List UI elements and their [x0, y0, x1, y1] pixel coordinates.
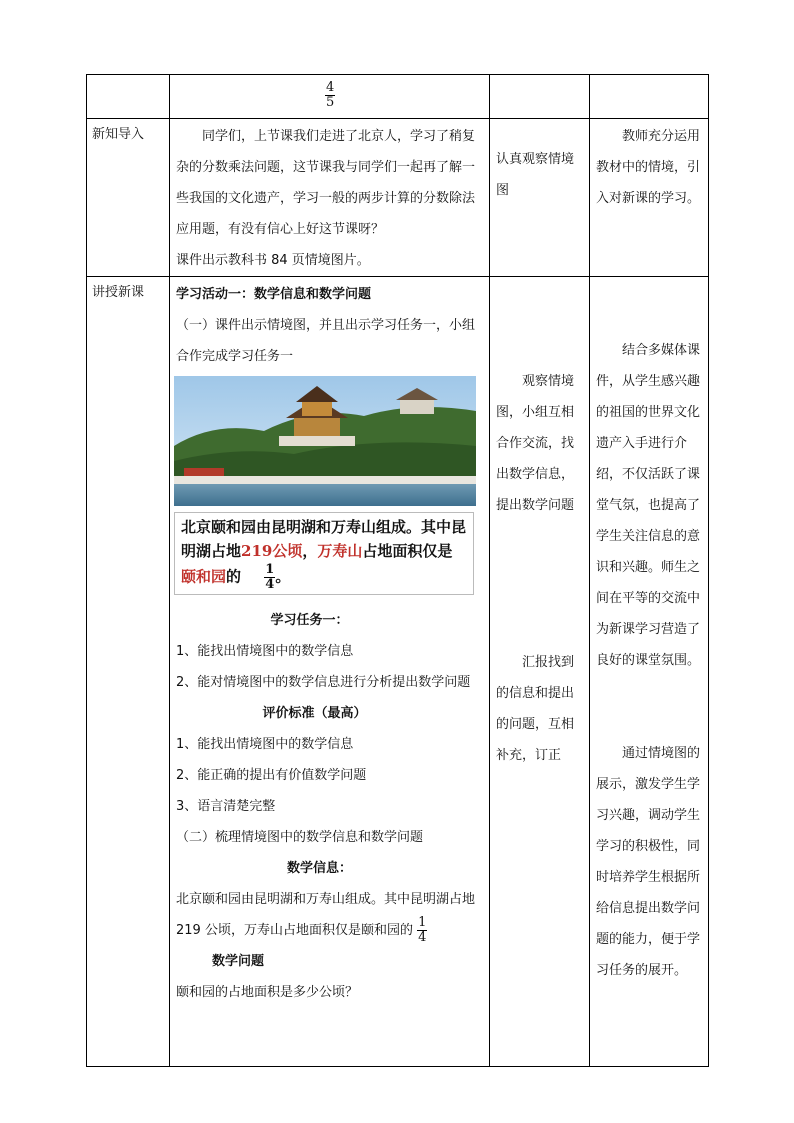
- task-title: 学习任务一：: [270, 613, 349, 628]
- intent-cell: [590, 277, 709, 1067]
- criteria-item: 1、能找出情境图中的数学信息: [176, 737, 354, 752]
- row-label-intro: 新知导入: [92, 127, 145, 142]
- empty-cell: [490, 75, 590, 119]
- quote-highlight-area: 219公顷: [241, 542, 303, 560]
- student-activity-intro: 认真观察情境图: [496, 152, 575, 198]
- intro-paragraph: 同学们，上节课我们走进了北京人，学习了稍复杂的分数乘法问题，这节课我与同学们一起再了解一些我国的文化遗产，学习一般的两步计算的分数除法应用题，有没有信心上好这节课呀？: [176, 129, 476, 237]
- quote-text: 的: [226, 567, 242, 586]
- empty-cell: [87, 75, 170, 119]
- fraction-numerator: 4: [326, 80, 335, 95]
- step-two: （二）梳理情境图中的数学信息和数学问题: [176, 830, 424, 845]
- quote-text: 占地面积仅是: [362, 542, 453, 560]
- fraction-denominator: 4: [418, 930, 427, 945]
- quote-text: 北京颐和园由昆明湖和万寿山组成。其中昆明湖占地: [181, 518, 467, 560]
- quote-fraction: [264, 563, 275, 592]
- student-cell: [490, 277, 590, 1067]
- task-item: 2、能对情境图中的数学信息进行分析提出数学问题: [176, 675, 471, 690]
- quote-highlight-mountain: 万寿山: [317, 542, 363, 560]
- row-label-cell: [87, 277, 170, 1067]
- info-text-body: 北京颐和园由昆明湖和万寿山组成。其中昆明湖占地 219 公顷，万寿山占地面积仅是颐和园的: [176, 892, 476, 938]
- design-intent-media: 结合多媒体课件，从学生感兴趣的祖国的世界文化遗产入手进行介绍，不仅活跃了课堂气氛，也提高了学生关注信息的意识和兴趣。师生之间在平等的交流中为新课学习营造了良好的课堂氛围。: [596, 343, 701, 668]
- row-label-teach: 讲授新课: [92, 285, 145, 300]
- fraction-numerator: 1: [265, 562, 275, 577]
- task-item: 1、能找出情境图中的数学信息: [176, 644, 354, 659]
- content-cell: [170, 119, 490, 277]
- quote-highlight-park: 颐和园: [181, 567, 227, 586]
- design-intent-task: 通过情境图的展示，激发学生学习兴趣，调动学生学习的积极性，同时培养学生根据所给信息提出数学问题的能力，便于学习任务的展开。: [596, 746, 701, 978]
- info-fraction: [417, 916, 427, 945]
- criteria-item: 2、能正确的提出有价值数学问题: [176, 768, 367, 783]
- fraction: [325, 81, 335, 110]
- info-text: [176, 884, 483, 946]
- quote-punct: ，: [302, 542, 318, 560]
- row-label-cell: [87, 119, 170, 277]
- student-activity-observe: 观察情境图，小组互相合作交流，找出数学信息，提出数学问题: [496, 374, 575, 513]
- empty-cell: [590, 75, 709, 119]
- question-text: 颐和园的占地面积是多少公顷？: [176, 985, 359, 1000]
- criteria-item: 3、语言清楚完整: [176, 799, 276, 814]
- lesson-plan-table: [86, 74, 709, 1067]
- student-cell: [490, 119, 590, 277]
- activity-title: 学习活动一：数学信息和数学问题: [176, 287, 372, 302]
- fraction-numerator: 1: [418, 915, 427, 930]
- intro-paragraph-2: 课件出示教科书 84 页情境图片。: [176, 253, 370, 268]
- design-intent-intro: 教师充分运用教材中的情境，引入对新课的学习。: [596, 129, 701, 206]
- question-title: 数学问题: [212, 954, 265, 969]
- quote-punct: 。: [275, 567, 291, 586]
- criteria-title: 评价标准（最高）: [262, 706, 367, 721]
- fraction-denominator: 5: [326, 95, 335, 110]
- step-one: （一）课件出示情境图，并且出示学习任务一，小组合作完成学习任务一: [176, 318, 476, 364]
- info-title: 数学信息：: [286, 861, 352, 876]
- fraction-denominator: 4: [265, 577, 275, 592]
- summer-palace-photo: [174, 376, 476, 506]
- intent-cell: [590, 119, 709, 277]
- info-quote-box: [174, 512, 474, 595]
- top-fraction-cell: [170, 75, 490, 119]
- content-cell: [170, 277, 490, 1067]
- student-activity-report: 汇报找到的信息和提出的问题，互相补充，订正: [496, 655, 575, 763]
